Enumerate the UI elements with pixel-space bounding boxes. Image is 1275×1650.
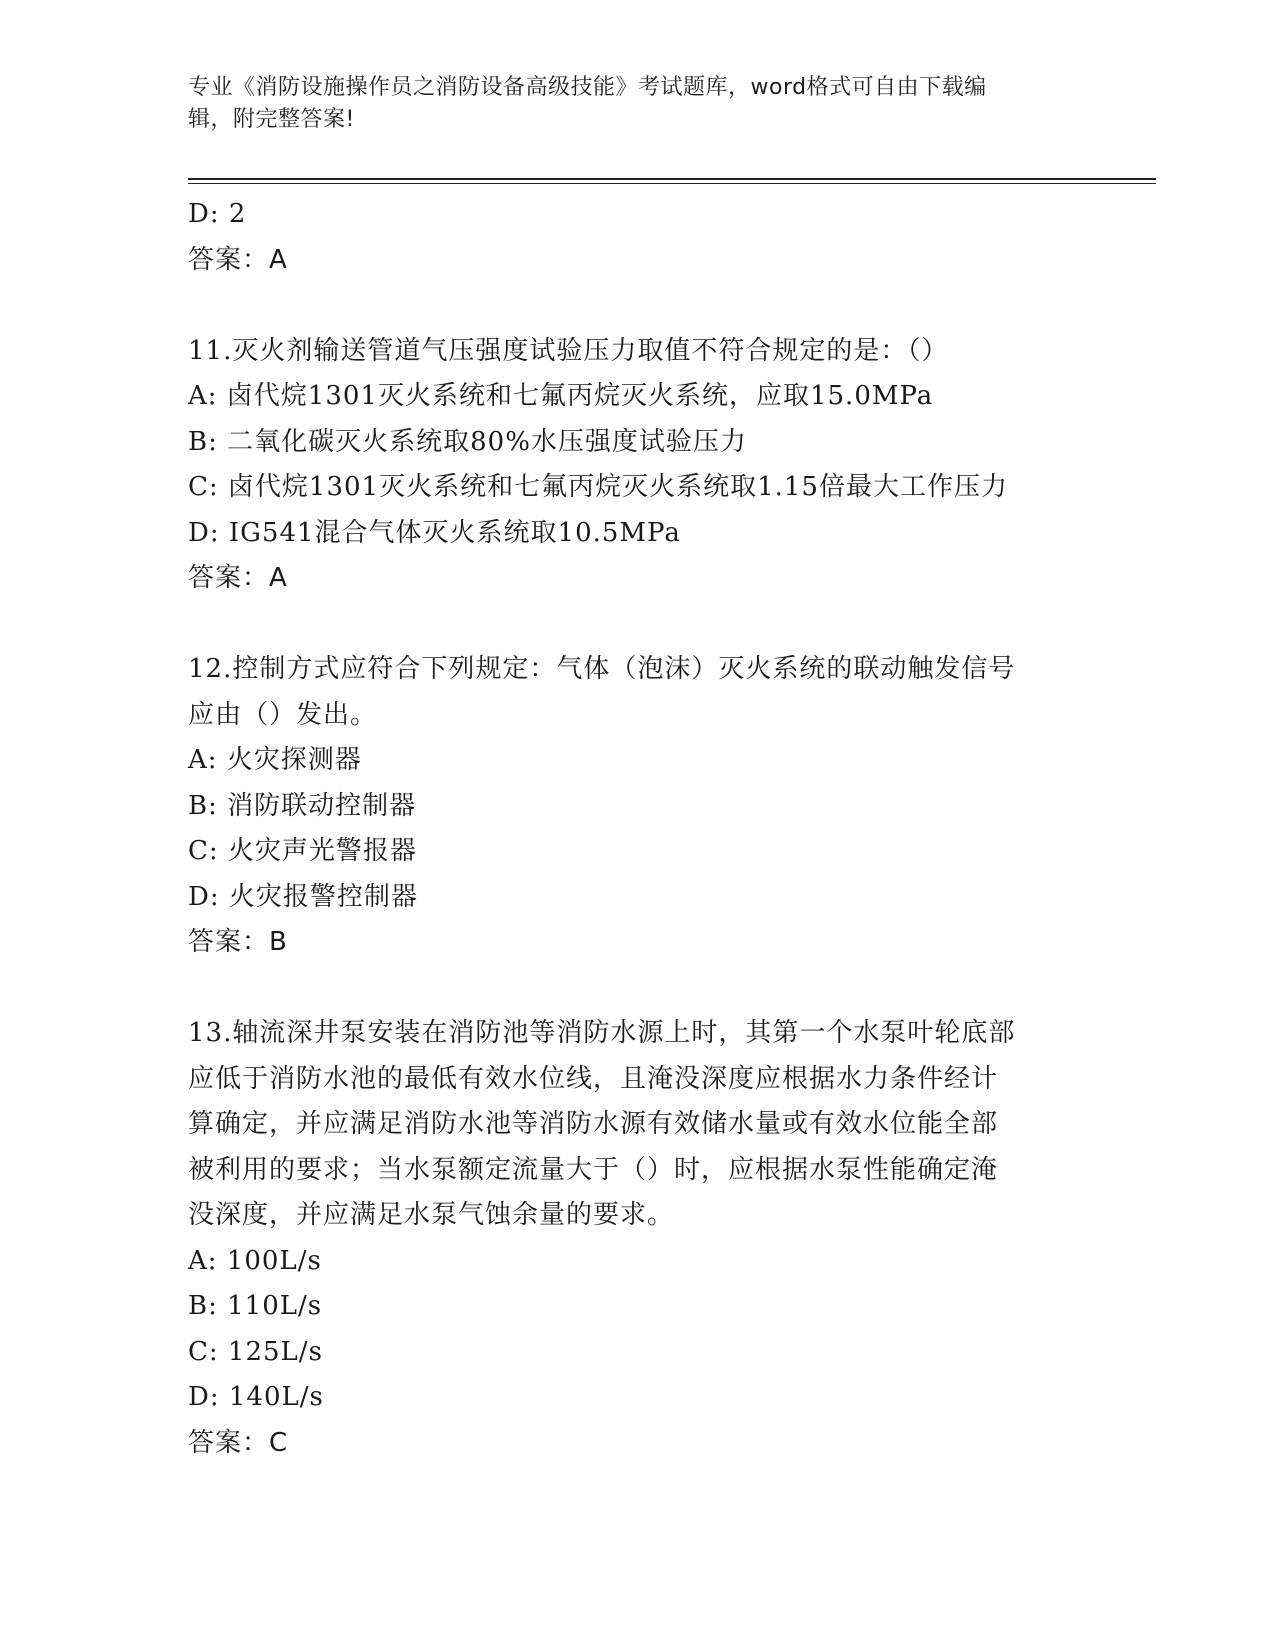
option-a: A: 火灾探测器	[188, 745, 362, 775]
question-13	[188, 1011, 1088, 1466]
option-a: A: 卤代烷1301灭火系统和七氟丙烷灭火系统，应取15.0MPa	[188, 381, 934, 411]
header-line-1: 专业《消防设施操作员之消防设备高级技能》考试题库，word格式可自由下载编	[188, 75, 987, 100]
document-header	[188, 72, 1078, 136]
option-c: C: 卤代烷1301灭火系统和七氟丙烷灭火系统取1.15倍最大工作压力	[188, 472, 1008, 502]
header-divider-thick	[188, 178, 1156, 180]
option-d: D: IG541混合气体灭火系统取10.5MPa	[188, 517, 681, 548]
question-12	[188, 647, 1088, 966]
header-divider-thin	[188, 183, 1156, 184]
prev-answer: 答案：A	[188, 244, 288, 275]
answer: 答案：C	[188, 1427, 289, 1458]
question-stem: 应低于消防水池的最低有效水位线，且淹没深度应根据水力条件经计	[188, 1063, 999, 1094]
question-stem: 13.轴流深井泵安装在消防池等消防水源上时，其第一个水泵叶轮底部	[188, 1018, 1016, 1048]
option-b: B: 二氧化碳灭火系统取80%水压强度试验压力	[188, 426, 747, 457]
prev-option-d: D: 2	[188, 199, 247, 229]
option-b: B: 消防联动控制器	[188, 790, 417, 821]
spacer	[188, 966, 1088, 1012]
question-11	[188, 329, 1088, 602]
question-content	[188, 192, 1088, 1466]
answer: 答案：A	[188, 563, 288, 593]
question-stem: 12.控制方式应符合下列规定：气体（泡沫）灭火系统的联动触发信号	[188, 654, 1016, 684]
option-c: C: 火灾声光警报器	[188, 836, 417, 866]
question-stem: 应由（）发出。	[188, 699, 378, 730]
question-stem: 11.灭火剂输送管道气压强度试验压力取值不符合规定的是：（）	[188, 335, 949, 366]
option-a: A: 100L/s	[188, 1245, 322, 1276]
question-stem: 没深度，并应满足水泵气蚀余量的要求。	[188, 1200, 675, 1230]
question-stem: 算确定，并应满足消防水池等消防水源有效储水量或有效水位能全部	[188, 1109, 999, 1139]
option-d: D: 火灾报警控制器	[188, 881, 418, 912]
option-d: D: 140L/s	[188, 1382, 324, 1412]
question-stem: 被利用的要求；当水泵额定流量大于（）时，应根据水泵性能确定淹	[188, 1154, 999, 1185]
spacer	[188, 283, 1088, 329]
header-line-2: 辑，附完整答案!	[188, 107, 355, 132]
option-b: B: 110L/s	[188, 1291, 323, 1321]
spacer	[188, 602, 1088, 648]
option-c: C: 125L/s	[188, 1336, 323, 1367]
answer: 答案：B	[188, 927, 288, 957]
